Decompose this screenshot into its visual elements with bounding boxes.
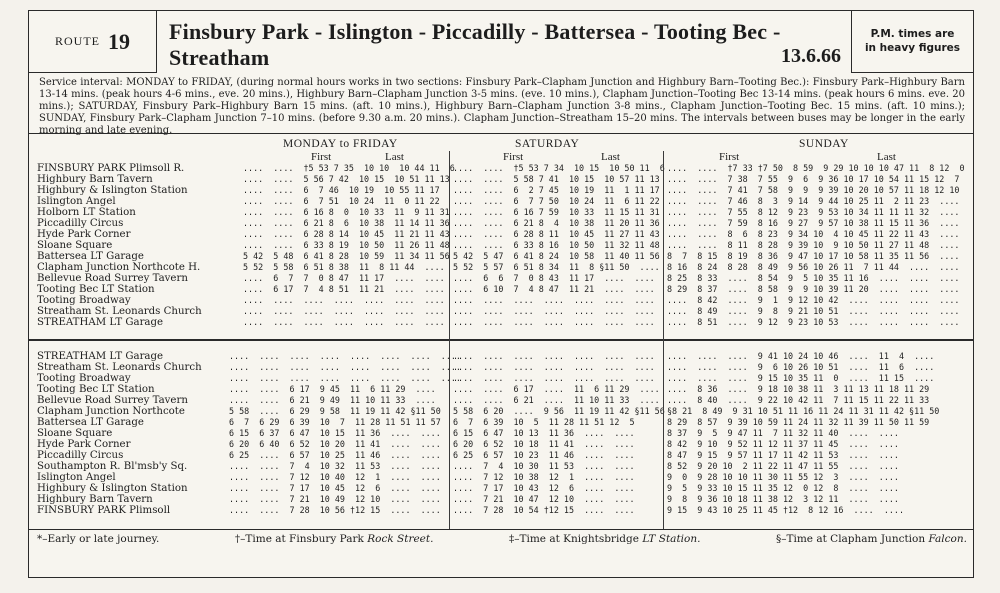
- footnote-ddagger-place: LT Station.: [642, 533, 701, 545]
- time-row: .... .... .... .... .... .... ....: [243, 317, 445, 327]
- saturday-first-label: First: [503, 151, 524, 163]
- timetable-date: 13.6.66: [781, 45, 841, 67]
- stop-name: Sloane Square: [37, 240, 113, 251]
- stop-name: Streatham St. Leonards Church: [37, 306, 202, 317]
- time-row: .... .... 6 2 7 45 10 19 11 1 11 17: [453, 185, 660, 195]
- stop-name: Highbury Barn Tavern: [37, 174, 153, 185]
- footnotes: [37, 533, 967, 545]
- time-row: 6 25 .... 6 57 10 25 11 46 .... ....: [229, 450, 441, 460]
- time-row: .... .... 5 58 7 41 10 15 10 57 11 13: [453, 174, 660, 184]
- route-label: ROUTE: [55, 34, 100, 48]
- stop-name: Sloane Square: [37, 428, 113, 439]
- time-row: .... 8 42 .... 9 1 9 12 10 42 .... .... .... ....: [667, 295, 960, 305]
- stop-name: Clapham Junction Northcote H.: [37, 262, 201, 273]
- time-row: .... .... 7 28 10 56 †12 15 .... ....: [229, 505, 441, 515]
- time-row: .... .... .... .... .... .... ....: [453, 306, 655, 316]
- time-row: .... 7 21 10 47 12 10 .... ....: [453, 494, 635, 504]
- service-interval-text: Service interval: MONDAY to FRIDAY, (during normal hours works in two sections: Finsbury Park–Clapham Junction and Highbury Barn–Tooting Bec.): Finsbury Park–Highbury Barn 13-14 mins. (peak hours 4-6 mins., eve. 20 mins.), Highbury Barn–Clapham Junction 3-5 mins. (eve. 10 mins.), Clapham Junction–Tooting Bec 13-14 mins. (peak hours 6 mins. eve. 20 mins.); SATURDAY, Finsbury Park–Highbury Barn 15 mins. (aft. 10 mins.), Highbury Barn–Clapham Junction 3-8 mins., Clapham Junction–Tooting Bec. 15 mins. (aft. 10 mins.); SUNDAY, Finsbury Park–Clapham Junction 7–10 mins. (before 9.30 a.m. 20 mins.). Clapham Junction–Streatham 15–20 mins. The intervals between buses may be longer in the early morning and late evening.: [39, 77, 965, 136]
- stop-name: Piccadilly Circus: [37, 450, 124, 461]
- time-row: .... .... .... .... .... .... ....: [453, 362, 655, 372]
- stop-name: Islington Angel: [37, 472, 116, 483]
- column-separator: [663, 151, 664, 529]
- time-row: 5 58 6 20 .... 9 56 11 19 11 42 §11 56: [453, 406, 665, 416]
- pm-times-note: [851, 11, 973, 73]
- time-row: 5 42 5 47 6 41 8 24 10 58 11 40 11 56: [453, 251, 660, 261]
- stop-name: Battersea LT Garage: [37, 417, 144, 428]
- sunday-first-label: First: [719, 151, 740, 163]
- time-row: 8 16 8 24 8 28 8 49 9 56 10 26 11 7 11 44 .... ....: [667, 262, 960, 272]
- time-row: .... .... †5 53 7 35 10 10 10 44 11 6: [243, 163, 455, 173]
- time-row: .... .... .... .... .... .... ....: [453, 351, 655, 361]
- divider-bottom: [29, 529, 973, 530]
- time-row: .... .... 6 16 8 0 10 33 11 9 11 31: [243, 207, 450, 217]
- time-row: .... .... .... 9 6 10 26 10 51 .... 11 6 ....: [667, 362, 935, 372]
- time-row: 9 15 9 43 10 25 11 45 †12 8 12 16 .... ....: [667, 505, 904, 515]
- stop-name: Highbury & Islington Station: [37, 185, 188, 196]
- footnote-ddagger: [509, 533, 700, 545]
- time-row: .... .... 6 16 7 59 10 33 11 15 11 31: [453, 207, 660, 217]
- footnote-section-place: Falcon.: [928, 533, 967, 545]
- time-row: .... .... 7 4 10 32 11 53 .... ....: [229, 461, 441, 471]
- time-row: .... .... 6 17 9 45 11 6 11 29 ....: [229, 384, 436, 394]
- time-row: .... .... 5 56 7 42 10 15 10 51 11 13: [243, 174, 450, 184]
- time-row: .... 6 7 7 0 8 47 11 17 .... ....: [243, 273, 445, 283]
- time-row: .... .... 7 17 10 45 12 6 .... ....: [229, 483, 441, 493]
- footnote-star: *–Early or late journey.: [37, 533, 160, 545]
- column-separator: [449, 151, 450, 529]
- time-row: .... .... 6 7 46 10 19 10 55 11 17: [243, 185, 440, 195]
- time-row: .... .... †5 53 7 34 10 15 10 50 11 6: [453, 163, 665, 173]
- northbound-weekday-times: [229, 351, 461, 516]
- time-row: .... 7 28 10 54 †12 15 .... ....: [453, 505, 635, 515]
- sunday-last-label: Last: [877, 151, 896, 163]
- time-row: 6 7 6 29 6 39 10 7 11 28 11 51 11 57: [229, 417, 441, 427]
- time-row: .... .... 7 55 8 12 9 23 9 53 10 34 11 11 11 32 ....: [667, 207, 960, 217]
- footnote-dagger-text: †–Time at Finsbury Park: [234, 533, 364, 545]
- time-row: 8 29 8 57 9 39 10 59 11 24 11 32 11 39 11 50 11 59: [667, 417, 930, 427]
- time-row: .... .... 6 21 8 4 10 38 11 20 11 36: [453, 218, 660, 228]
- time-row: 6 15 6 47 10 13 11 36 .... ....: [453, 428, 635, 438]
- stop-name: Hyde Park Corner: [37, 439, 131, 450]
- time-row: 8 52 9 20 10 2 11 22 11 47 11 55 .... ....: [667, 461, 899, 471]
- time-row: 5 52 5 57 6 51 8 34 11 8 §11 50 ....: [453, 262, 660, 272]
- time-row: .... 8 51 .... 9 12 9 23 10 53 .... .... .... ....: [667, 317, 960, 327]
- time-row: .... 8 49 .... 9 8 9 21 10 51 .... .... .... ....: [667, 306, 960, 316]
- time-row: .... .... 6 33 8 16 10 50 11 32 11 48: [453, 240, 660, 250]
- time-row: 6 15 6 37 6 47 10 15 11 36 .... ....: [229, 428, 441, 438]
- time-row: .... .... 6 21 9 49 11 10 11 33 ....: [229, 395, 436, 405]
- time-row: .... .... .... .... .... .... ....: [243, 306, 445, 316]
- stop-name: Highbury Barn Tavern: [37, 494, 153, 505]
- time-row: .... .... 8 11 8 28 9 39 10 9 10 50 11 27 11 48 ....: [667, 240, 960, 250]
- route-box: [29, 11, 157, 73]
- heading-weekday: MONDAY to FRIDAY: [283, 138, 398, 150]
- time-row: .... 8 36 .... 9 18 10 38 11 3 11 13 11 18 11 29: [667, 384, 930, 394]
- stop-name: STREATHAM LT Garage: [37, 351, 164, 362]
- time-row: 9 5 9 33 10 15 11 35 12 0 12 8 .... ....: [667, 483, 899, 493]
- time-row: .... .... .... .... .... .... ....: [453, 295, 655, 305]
- stop-name: Tooting Bec LT Station: [37, 284, 155, 295]
- time-row: .... .... 6 7 51 10 24 11 0 11 22: [243, 196, 440, 206]
- southbound-weekday-times: [243, 163, 455, 328]
- time-row: .... .... 6 7 7 50 10 24 11 6 11 22: [453, 196, 660, 206]
- time-row: 5 58 .... 6 29 9 58 11 19 11 42 §11 50: [229, 406, 441, 416]
- time-row: 9 0 9 28 10 10 11 30 11 55 12 3 .... ....: [667, 472, 899, 482]
- time-row: .... .... 7 21 10 49 12 10 .... ....: [229, 494, 441, 504]
- time-row: .... .... 7 38 7 55 9 6 9 36 10 17 10 54 11 15 12 7: [667, 174, 960, 184]
- saturday-last-label: Last: [601, 151, 620, 163]
- time-row: .... .... 7 59 8 16 9 27 9 57 10 38 11 15 11 36 ....: [667, 218, 960, 228]
- time-row: 8 47 9 15 9 57 11 17 11 42 11 53 .... ....: [667, 450, 899, 460]
- time-row: 8 7 8 15 8 19 8 36 9 47 10 17 10 58 11 35 11 56 ....: [667, 251, 960, 261]
- divider-middle: [29, 339, 973, 341]
- time-row: 6 20 6 40 6 52 10 20 11 41 .... ....: [229, 439, 441, 449]
- time-row: 6 7 6 39 10 5 11 28 11 51 12 5: [453, 417, 635, 427]
- route-number: 19: [108, 28, 130, 54]
- heading-saturday: SATURDAY: [515, 138, 580, 150]
- stop-name: FINSBURY PARK Plimsoll R.: [37, 163, 185, 174]
- time-row: 8 42 9 10 9 52 11 12 11 37 11 45 .... ....: [667, 439, 899, 449]
- time-row: .... .... 7 41 7 58 9 9 9 39 10 20 10 57 11 18 12 10: [667, 185, 960, 195]
- route-title: Finsbury Park - Islington - Piccadilly - Battersea - Tooting Bec - Streatham: [169, 19, 781, 70]
- time-row: .... 7 12 10 38 12 1 .... ....: [453, 472, 635, 482]
- footnote-section: [776, 533, 967, 545]
- time-row: .... .... 6 17 .... 11 6 11 29 ....: [453, 384, 660, 394]
- time-row: 6 25 6 57 10 23 11 46 .... ....: [453, 450, 635, 460]
- weekday-last-label: Last: [385, 151, 404, 163]
- stop-name: Bellevue Road Surrey Tavern: [37, 273, 188, 284]
- time-row: .... 6 17 7 4 8 51 11 21 .... ....: [243, 284, 445, 294]
- stop-name: FINSBURY PARK Plimsoll: [37, 505, 171, 516]
- time-row: 8 29 8 37 .... 8 58 9 9 10 39 11 20 .... .... ....: [667, 284, 960, 294]
- time-row: .... .... .... .... .... .... .... ....: [229, 373, 461, 383]
- time-row: .... .... .... .... .... .... .... ....: [229, 362, 461, 372]
- divider-top: [29, 133, 973, 134]
- stop-name: Southampton R. Bl'msb'y Sq.: [37, 461, 188, 472]
- footnote-dagger: [235, 533, 434, 545]
- stop-name: Tooting Broadway: [37, 373, 131, 384]
- southbound-sunday-times: [667, 163, 973, 328]
- time-row: §8 21 8 49 9 31 10 51 11 16 11 24 11 31 11 42 §11 50: [667, 406, 940, 416]
- northbound-saturday-times: [453, 351, 663, 516]
- time-row: .... .... 6 21 .... 11 10 11 33 ....: [453, 395, 660, 405]
- time-row: .... .... 6 28 8 11 10 45 11 27 11 43: [453, 229, 660, 239]
- time-row: .... .... 7 12 10 40 12 1 .... ....: [229, 472, 441, 482]
- stop-name: Piccadilly Circus: [37, 218, 124, 229]
- southbound-saturday-times: [453, 163, 663, 328]
- stop-name: Holborn LT Station: [37, 207, 136, 218]
- pm-note-line-1: P.M. times are: [870, 28, 955, 40]
- stop-name: Bellevue Road Surrey Tavern: [37, 395, 188, 406]
- stop-name: Hyde Park Corner: [37, 229, 131, 240]
- footnote-section-text: §–Time at Clapham Junction: [775, 533, 926, 545]
- footnote-dagger-place: Rock Street.: [367, 533, 434, 545]
- time-row: .... 7 17 10 43 12 6 .... ....: [453, 483, 635, 493]
- northbound-sunday-times: [667, 351, 973, 516]
- stop-name: Battersea LT Garage: [37, 251, 144, 262]
- time-row: .... .... 6 21 8 6 10 38 11 14 11 36: [243, 218, 450, 228]
- time-row: 5 52 5 58 6 51 8 38 11 8 11 44 ....: [243, 262, 445, 272]
- stop-name: Tooting Bec LT Station: [37, 384, 155, 395]
- time-row: .... .... †7 33 †7 50 8 59 9 29 10 10 10 47 11 8 12 0: [667, 163, 965, 173]
- time-row: 5 42 5 48 6 41 8 28 10 59 11 34 11 56: [243, 251, 450, 261]
- stop-name: Tooting Broadway: [37, 295, 131, 306]
- time-row: .... 6 10 7 4 8 47 11 21 .... ....: [453, 284, 655, 294]
- stop-name: Highbury & Islington Station: [37, 483, 188, 494]
- time-row: .... .... .... .... .... .... .... ....: [229, 351, 461, 361]
- pm-note-line-2: in heavy figures: [864, 42, 961, 54]
- stop-name: Clapham Junction Northcote: [37, 406, 185, 417]
- time-row: .... .... 6 33 8 19 10 50 11 26 11 48: [243, 240, 450, 250]
- time-row: 8 37 9 5 9 47 11 7 11 32 11 40 .... ....: [667, 428, 899, 438]
- time-row: 9 8 9 36 10 18 11 38 12 3 12 11 .... ....: [667, 494, 899, 504]
- footnote-ddagger-text: ‡–Time at Knightsbridge: [508, 533, 639, 545]
- time-row: 8 25 8 33 .... 8 54 9 5 10 35 11 16 .... .... ....: [667, 273, 960, 283]
- time-row: .... .... 6 28 8 14 10 45 11 21 11 43: [243, 229, 450, 239]
- time-row: .... 8 40 .... 9 22 10 42 11 7 11 15 11 22 11 33: [667, 395, 930, 405]
- time-row: .... .... .... 9 41 10 24 10 46 .... 11 4 ....: [667, 351, 935, 361]
- time-row: .... 6 6 7 0 8 43 11 17 .... ....: [453, 273, 655, 283]
- time-row: .... .... .... 9 15 10 35 11 0 .... 11 15 ....: [667, 373, 935, 383]
- southbound-stop-list: [37, 163, 267, 328]
- time-row: .... .... .... .... .... .... ....: [453, 317, 655, 327]
- weekday-first-label: First: [311, 151, 332, 163]
- heading-sunday: SUNDAY: [799, 138, 849, 150]
- time-row: 6 20 6 52 10 18 11 41 .... ....: [453, 439, 635, 449]
- time-row: .... 7 4 10 30 11 53 .... ....: [453, 461, 635, 471]
- time-row: .... .... .... .... .... .... ....: [453, 373, 655, 383]
- stop-name: Streatham St. Leonards Church: [37, 362, 202, 373]
- stop-name: Islington Angel: [37, 196, 116, 207]
- time-row: .... .... 8 6 8 23 9 34 10 4 10 45 11 22 11 43 ....: [667, 229, 960, 239]
- time-row: .... .... .... .... .... .... ....: [243, 295, 445, 305]
- time-row: .... .... 7 46 8 3 9 14 9 44 10 25 11 2 11 23 ....: [667, 196, 960, 206]
- timetable-page: [28, 10, 974, 578]
- stop-name: STREATHAM LT Garage: [37, 317, 164, 328]
